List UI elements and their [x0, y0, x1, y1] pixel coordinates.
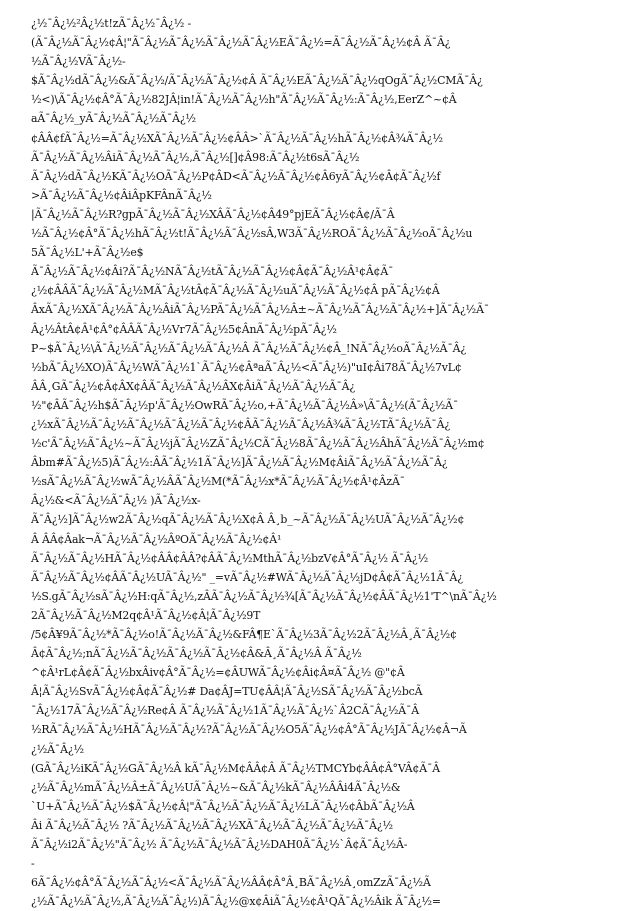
text-line: Ã¯Â¿½Ã¯Â¿½¢ÂÃ¯Â¿½UÃ¯Â¿½" _=vÃ¯Â¿½#WÃ¯Â¿½Ã¯Â¿½jD¢Â¢Ã¯Â¿½1Ã¯Â¿ — [31, 570, 463, 584]
text-line: |Ã¯Â¿½Ã¯Â¿½R?gpÃ¯Â¿½Ã¯Â¿½XÂÃ¯Â¿½¢Â49°pjEÃ¯Â¿½¢Â¢/Ã¯Â — [31, 207, 395, 221]
text-line: (Ã¯Â¿½Ã¯Â¿½¢Â¦"Ã¯Â¿½Ã¯Â¿½Ã¯Â¿½Ã¯Â¿½EÃ¯Â¿½=Ã¯Â¿½Ã¯Â¿½¢Â Ã¯Â¿ — [31, 36, 451, 50]
text-line: 6Ã¯Â¿½¢Â°Ã¯Â¿½Ã¯Â¿½<Ã¯Â¿½Ã¯Â¿½ÂÂ¢Â°Â¸BÃ¯Â¿½Â¸omZzÃ¯Â¿½Ã — [31, 876, 431, 890]
text-line: aÃ¯Â¿½_yÃ¯Â¿½Ã¯Â¿½Ã¯Â¿½ — [31, 112, 196, 126]
text-line: Ã¯Â¿½Ã¯Â¿½¢Âi?Ã¯Â¿½NÃ¯Â¿½tÃ¯Â¿½Ã¯Â¿½¢Â¢Ã¯Â¿½Â¹¢Â¢Ã¯ — [31, 265, 394, 279]
text-line: Â¿½ÂtÂ¢Â¹¢Â°¢ÂÂÃ¯Â¿½Vr7Ã¯Â¿½5¢ÂnÃ¯Â¿½pÃ¯Â¿½ — [31, 322, 337, 336]
text-line: Ã¯Â¿½]Ã¯Â¿½w2Ã¯Â¿½qÃ¯Â¿½Ã¯Â¿½X¢Â Â¸b_~Ã¯Â¿½Ã¯Â¿½UÃ¯Â¿½Ã¯Â¿½¢ — [31, 513, 465, 527]
text-line: >Ã¯Â¿½Ã¯Â¿½¢ÂiÂpKFÂnÃ¯Â¿½ — [31, 188, 212, 202]
text-line: ¿½Ã¯Â¿½mÃ¯Â¿½Â±Ã¯Â¿½UÃ¯Â¿½~&Ã¯Â¿½kÃ¯Â¿½ÂÂi4Ã¯Â¿½& — [31, 780, 401, 794]
text-line: ¿½¢ÂÂÃ¯Â¿½Ã¯Â¿½MÃ¯Â¿½tÂ¢Ã¯Â¿½Ã¯Â¿½uÃ¯Â¿½Ã¯Â¿½¢Â pÃ¯Â¿½¢Â — [31, 284, 440, 298]
text-line: Âi Ã¯Â¿½Ã¯Â¿½ ?Ã¯Â¿½Ã¯Â¿½Ã¯Â¿½XÃ¯Â¿½Ã¯Â¿½Ã¯Â¿½Ã¯Â¿½ — [31, 818, 393, 832]
text-line: ½c'Ã¯Â¿½Ã¯Â¿½~Ã¯Â¿½jÃ¯Â¿½ZÃ¯Â¿½CÃ¯Â¿½8Ã¯Â¿½Ã¯Â¿½ÂhÃ¯Â¿½Ã¯Â¿½m¢ — [31, 437, 485, 451]
text-line: `U+Ã¯Â¿½Ã¯Â¿½$Ã¯Â¿½¢Â¦"Ã¯Â¿½Ã¯Â¿½Ã¯Â¿½LÃ¯Â¿½¢ÂbÃ¯Â¿½Â — [31, 799, 415, 813]
text-line: 2Ã¯Â¿½Ã¯Â¿½M2q¢Â¹Ã¯Â¿½¢Â¦Ã¯Â¿½9T — [31, 608, 261, 622]
text-line: ½Ã¯Â¿½VÃ¯Â¿½- — [31, 55, 126, 69]
text-line: ¿½¯Â¿½²Â¿½t!zÃ¯Â¿½¯Â¿½ - — [31, 17, 192, 30]
text-line: 5Ã¯Â¿½L'+Ã¯Â¿½e$ — [31, 246, 144, 260]
text-line: ½RÃ¯Â¿½Ã¯Â¿½HÃ¯Â¿½Ã¯Â¿½?Ã¯Â¿½Ã¯Â¿½O5Ã¯Â¿½¢Â°Ã¯Â¿½JÃ¯Â¿½¢Â¬Ã — [31, 723, 467, 737]
text-line: ½S.gÃ¯Â¿½sÃ¯Â¿½H:qÃ¯Â¿½,zÂÃ¯Â¿½Ã¯Â¿½¾[Ã¯Â¿½Ã¯Â¿½¢ÂÃ¯Â¿½1'T^\nÃ¯Â¿½ — [31, 589, 497, 603]
text-line: ¯Â¿½17Ã¯Â¿½Ã¯Â¿½Re¢Â Ã¯Â¿½Ã¯Â¿½1Ã¯Â¿½Ã¯Â¿½`Â2CÃ¯Â¿½Ã¯Â — [31, 704, 420, 718]
text-line: ½sÃ¯Â¿½Ã¯Â¿½wÃ¯Â¿½ÂÃ¯Â¿½M(*Ã¯Â¿½x*Ã¯Â¿½Ã¯Â¿½¢Â¹¢ÂzÃ¯ — [31, 475, 405, 489]
text-line: Â¿½&<Ã¯Â¿½Ã¯Â¿½ )Ã¯Â¿½x- — [31, 494, 201, 508]
text-line: P~$Ã¯Â¿½\Ã¯Â¿½Ã¯Â¿½Ã¯Â¿½Ã¯Â¿½Â Ã¯Â¿½Ã¯Â¿½¢Â_!NÃ¯Â¿½oÃ¯Â¿½Ã¯Â¿ — [31, 341, 467, 355]
text-line: ½<)\Ã¯Â¿½¢Â°Ã¯Â¿½82JÂ¦in!Ã¯Â¿½Ã¯Â¿½h"Ã¯Â¿½Ã¯Â¿½:Ã¯Â¿½,EerZ^~¢Â — [31, 93, 457, 107]
text-line: ^¢Â¹rL¢Â¢Ã¯Â¿½bxÂiv¢Â°Ã¯Â¿½=¢ÂUWÃ¯Â¿½¢Âi¢Â¤Ã¯Â¿½ @"¢Â — [31, 666, 405, 680]
text-line: Â ÂÂ¢Âak¬Ã¯Â¿½Ã¯Â¿½ÂºOÃ¯Â¿½Ã¯Â¿½¢Â¹ — [31, 532, 282, 546]
text-line: - — [31, 857, 35, 871]
text-line: Â¢Ã¯Â¿½;nÃ¯Â¿½Ã¯Â¿½Ã¯Â¿½Ã¯Â¿½¢Â&Â¸Ã¯Â¿½Â Ã¯Â¿½ — [31, 647, 362, 661]
text-line: Ã¯Â¿½Ã¯Â¿½ÂiÃ¯Â¿½Ã¯Â¿½,Ã¯Â¿½[]¢Â98:Ã¯Â¿½t6sÃ¯Â¿½ — [31, 150, 360, 164]
text-line: ÂxÃ¯Â¿½XÃ¯Â¿½Ã¯Â¿½ÂiÃ¯Â¿½PÃ¯Â¿½Ã¯Â¿½Â±~Ã¯Â¿½Ã¯Â¿½Ã¯Â¿½+]Ã¯Â¿½Ã¯ — [31, 303, 490, 317]
text-line: ¿½xÃ¯Â¿½Ã¯Â¿½Ã¯Â¿½Ã¯Â¿½Ã¯Â¿½¢ÂÃ¯Â¿½Ã¯Â¿½Â¾Ã¯Â¿½TÃ¯Â¿½Ã¯Â¿ — [31, 417, 451, 431]
text-line: ÂÂ¸GÃ¯Â¿½¢Â¢ÂX¢ÂÃ¯Â¿½Ã¯Â¿½ÂX¢ÂiÃ¯Â¿½Ã¯Â¿½Ã¯Â¿ — [31, 379, 356, 393]
text-line: Âbm#Ã¯Â¿½5)Ã¯Â¿½:ÂÃ¯Â¿½1Ã¯Â¿½]Ã¯Â¿½Ã¯Â¿½M¢ÂiÃ¯Â¿½Ã¯Â¿½Ã¯Â¿ — [31, 456, 448, 470]
text-line: Ã¯Â¿½Ã¯Â¿½HÃ¯Â¿½¢ÂÂ¢ÂÂ?¢ÂÃ¯Â¿½MthÃ¯Â¿½bzV¢Â°Ã¯Â¿½ Ã¯Â¿½ — [31, 551, 429, 565]
text-line: Ã¯Â¿½i2Ã¯Â¿½"Ã¯Â¿½ Ã¯Â¿½Ã¯Â¿½Ã¯Â¿½DAH0Ã¯Â¿½`Â¢Ã¯Â¿½Â- — [31, 838, 408, 852]
text-line: Â¦Ã¯Â¿½SvÃ¯Â¿½¢Â¢Ã¯Â¿½# Da¢ÂJ=TU¢ÂÂ¦Ã¯Â¿½SÃ¯Â¿½Ã¯Â¿½bcÃ — [31, 685, 423, 699]
text-line: /5¢Â¥9Ã¯Â¿½*Ã¯Â¿½o!Ã¯Â¿½Ã¯Â¿½&FÂ¶E`Ã¯Â¿½3Ã¯Â¿½2Ã¯Â¿½Â¸Ã¯Â¿½¢ — [31, 628, 457, 641]
text-line: ½"¢ÂÃ¯Â¿½h$Ã¯Â¿½p'Ã¯Â¿½OwRÃ¯Â¿½o,+Ã¯Â¿½Ã¯Â¿½Â»\Ã¯Â¿½(Ã¯Â¿½Ã¯ — [31, 398, 459, 412]
text-line: ¢ÂÂ¢fÃ¯Â¿½=Ã¯Â¿½XÃ¯Â¿½Ã¯Â¿½¢ÂÂ>`Ã¯Â¿½Ã¯Â¿½hÃ¯Â¿½¢Â¾Ã¯Â¿½ — [31, 131, 443, 145]
text-line: ¿½Ã¯Â¿½ — [31, 742, 84, 756]
text-line: ½Ã¯Â¿½¢Â°Ã¯Â¿½hÃ¯Â¿½t!Ã¯Â¿½Ã¯Â¿½sÂ,W3Ã¯Â¿½ROÃ¯Â¿½Ã¯Â¿½oÃ¯Â¿½u — [31, 227, 473, 241]
text-line: (GÃ¯Â¿½iKÃ¯Â¿½GÃ¯Â¿½Â kÃ¯Â¿½M¢ÂÂ¢Â Ã¯Â¿½TMCYb¢ÂÂ¢Â°VÂ¢Ã¯Â — [31, 761, 441, 775]
text-line: ¿½Ã¯Â¿½Ã¯Â¿½,Ã¯Â¿½Ã¯Â¿½)Ã¯Â¿½@x¢ÂiÃ¯Â¿½¢Â¹QÃ¯Â¿½Âik Ã¯Â¿½= — [31, 895, 441, 909]
text-line: ½bÃ¯Â¿½XO)Ã¯Â¿½WÃ¯Â¿½1`Ã¯Â¿½¢ÂªaÃ¯Â¿½<Ã¯Â¿½)"uI¢Âi78Ã¯Â¿½7vL¢ — [31, 360, 462, 374]
text-line: $Ã¯Â¿½dÃ¯Â¿½&Ã¯Â¿½/Ã¯Â¿½Ã¯Â¿½¢Â Ã¯Â¿½EÃ¯Â¿½Ã¯Â¿½qOgÃ¯Â¿½CMÃ¯Â¿ — [31, 74, 483, 88]
text-line: Ã¯Â¿½dÃ¯Â¿½KÃ¯Â¿½OÃ¯Â¿½P¢ÂD<Ã¯Â¿½Ã¯Â¿½¢Â6yÃ¯Â¿½¢Â¢Ã¯Â¿½f — [31, 169, 441, 183]
